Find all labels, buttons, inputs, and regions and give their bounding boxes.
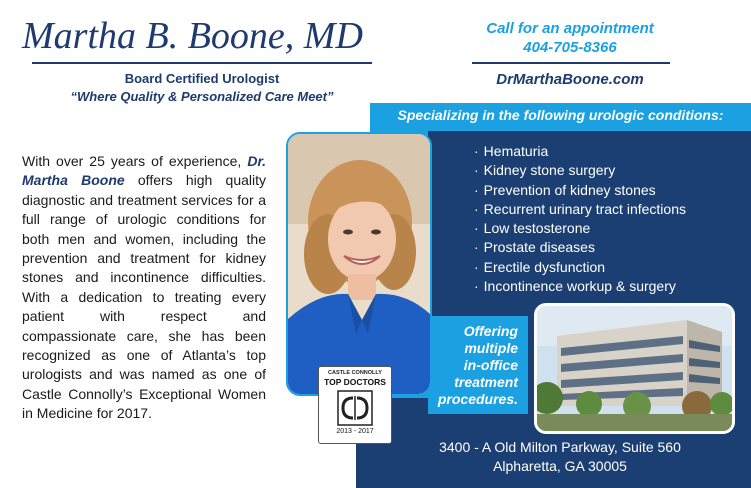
contact-divider — [472, 62, 670, 64]
tagline-text: “Where Quality & Personalized Care Meet” — [70, 89, 334, 104]
phone-number[interactable]: 404-705-8366 — [523, 39, 617, 56]
bullet: · — [474, 162, 479, 179]
condition-item — [474, 219, 744, 238]
bio-body: offers high quality diagnostic and treatment services for a full range of urologic conditions for both men and women, including the prevention and treatment for kidney stones and incontinence difficulties. With a dedication to treating every patient with respect and compassionate care, she has been recognized as one of Atlanta’s top urologists and was named as one of Castle Connolly’s Exceptional Women in Medicine for 2017. — [22, 172, 267, 422]
condition-label: Incontinence workup & surgery — [483, 278, 676, 295]
address-line-1: 3400 - A Old Milton Parkway, Suite 560 — [439, 439, 681, 455]
badge-line-1: CASTLE CONNOLLY — [328, 370, 382, 376]
castle-connolly-logo-icon — [337, 390, 373, 426]
top-doctors-badge — [318, 366, 392, 444]
bullet: · — [474, 220, 479, 237]
specialties-heading: Specializing in the following urologic conditions: — [397, 107, 724, 123]
condition-item — [474, 258, 744, 277]
credential-text: Board Certified Urologist — [124, 71, 280, 86]
doctor-name-heading: Martha B. Boone, MD — [22, 15, 363, 57]
condition-item — [474, 161, 744, 180]
condition-item — [474, 238, 744, 257]
condition-label: Erectile dysfunction — [483, 258, 606, 275]
offering-text — [430, 323, 518, 408]
offering-line: Offering — [463, 323, 518, 339]
bullet: · — [474, 258, 479, 275]
bullet: · — [474, 200, 479, 217]
condition-item — [474, 181, 744, 200]
bio-intro: With over 25 years of experience, — [22, 153, 242, 169]
offering-line: treatment — [454, 374, 518, 390]
condition-label: Low testosterone — [483, 220, 591, 237]
bullet: · — [474, 239, 479, 256]
building-image — [537, 306, 732, 431]
offering-line: in-office — [463, 357, 518, 373]
bio-paragraph — [22, 152, 266, 424]
conditions-list — [474, 142, 744, 296]
bullet: · — [474, 278, 479, 295]
doctor-portrait-image — [288, 134, 430, 394]
bullet: · — [474, 181, 479, 198]
badge-line-2: TOP DOCTORS — [324, 377, 386, 387]
condition-label: Kidney stone surgery — [483, 162, 616, 179]
bullet: · — [474, 143, 479, 159]
address-line-2: Alpharetta, GA 30005 — [493, 458, 627, 474]
condition-item — [474, 200, 744, 219]
office-building-photo — [534, 303, 735, 434]
condition-item — [474, 277, 744, 296]
condition-label: Prostate diseases — [483, 239, 595, 256]
condition-label: Prevention of kidney stones — [483, 181, 656, 198]
name-divider — [32, 62, 372, 64]
bio-doctor-name: Dr. Martha Boone — [22, 153, 267, 189]
website-link[interactable]: DrMarthaBoone.com — [496, 71, 644, 88]
badge-years: 2013 - 2017 — [336, 428, 374, 435]
condition-item — [474, 142, 744, 161]
offering-line: multiple — [464, 340, 518, 356]
condition-label: Recurrent urinary tract infections — [483, 200, 686, 217]
call-label: Call for an appointment — [486, 20, 654, 37]
doctor-photo — [286, 132, 432, 396]
condition-label: Hematuria — [483, 143, 549, 159]
offering-line: procedures. — [437, 391, 518, 407]
